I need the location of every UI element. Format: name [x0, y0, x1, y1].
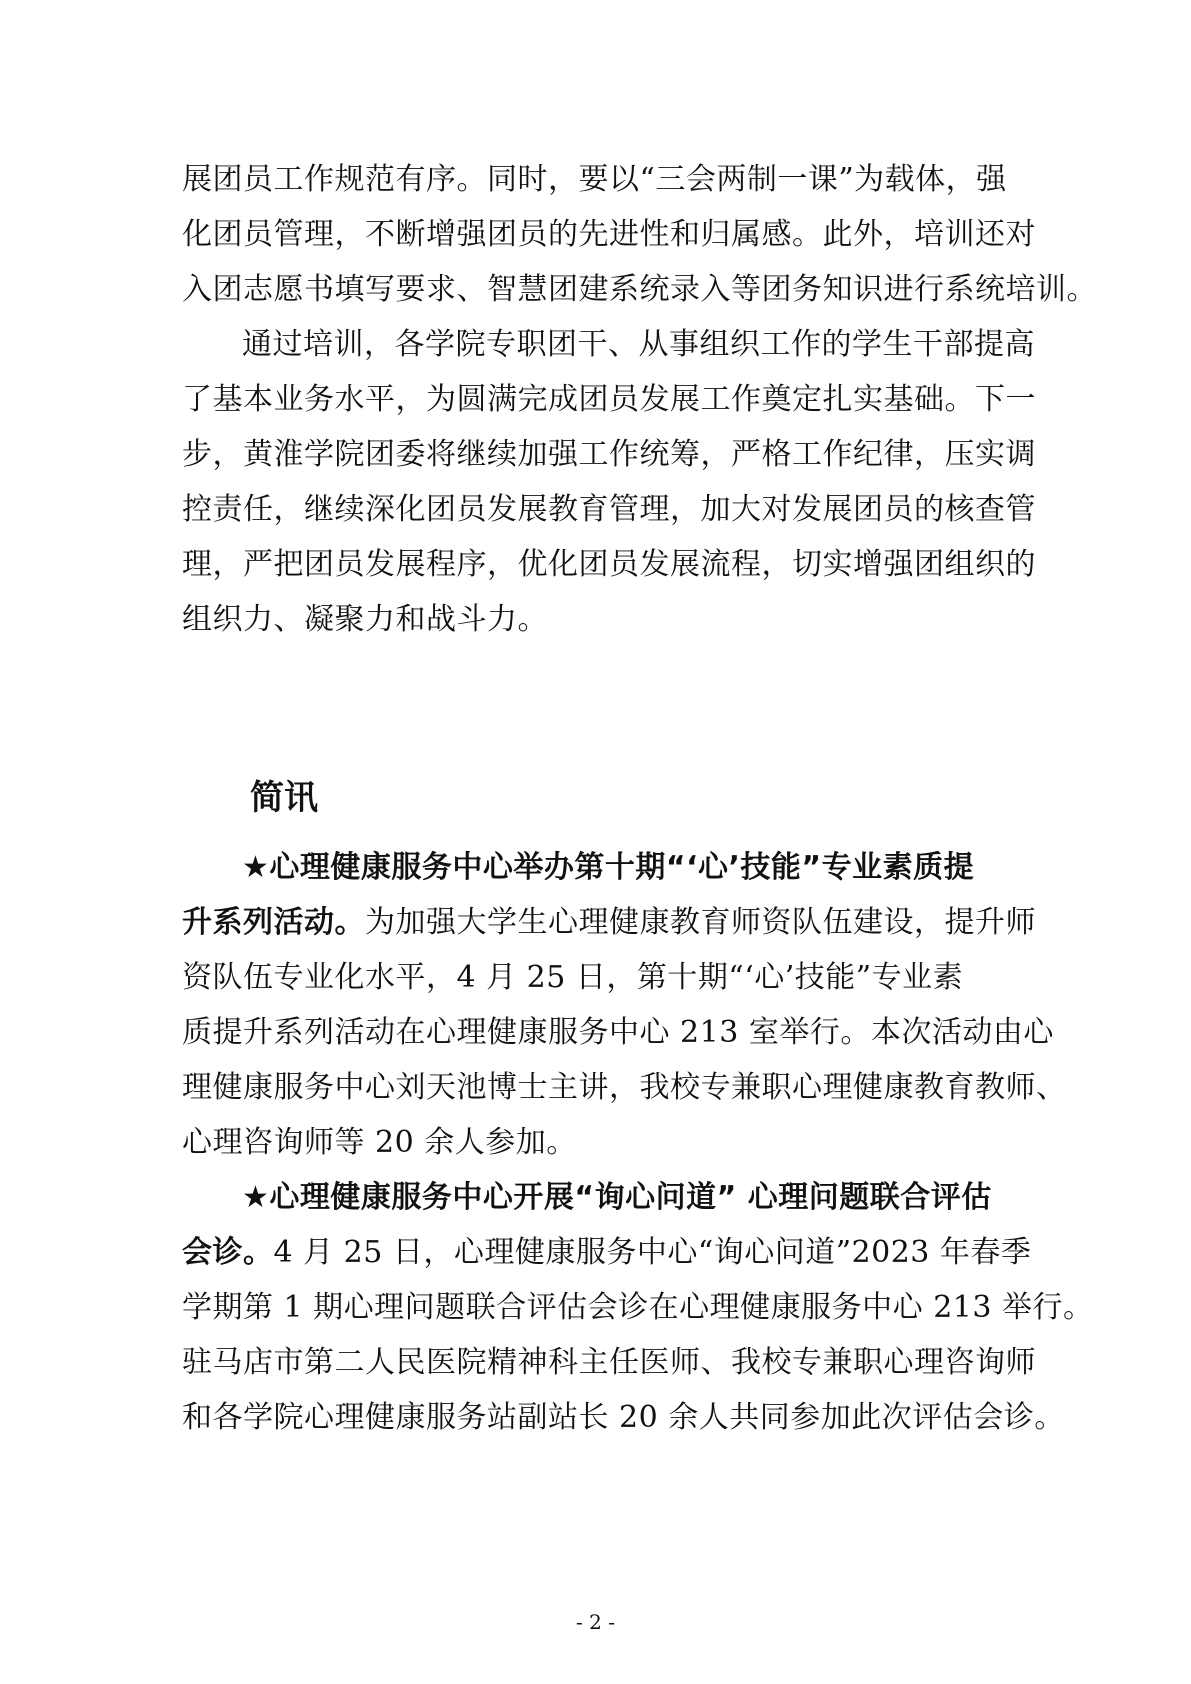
paragraph-2-line-4: 控责任，继续深化团员发展教育管理，加大对发展团员的核查管: [182, 492, 1036, 527]
brief-1-line-5: 理健康服务中心刘天池博士主讲，我校专兼职心理健康教育教师、: [182, 1070, 1067, 1105]
brief-2-line-4: 驻马店市第二人民医院精神科主任医师、我校专兼职心理咨询师: [182, 1345, 1036, 1380]
brief-2-text-line-2: 4 月 25 日，心理健康服务中心“询心问道”2023 年春季: [273, 1235, 1032, 1270]
brief-1-line-2: [182, 903, 1036, 943]
paragraph-2-line-3: 步，黄淮学院团委将继续加强工作统筹，严格工作纪律，压实调: [182, 437, 1036, 472]
paragraph-2-line-5: 理，严把团员发展程序，优化团员发展流程，切实增强团组织的: [182, 547, 1036, 582]
brief-2-line-2: [182, 1233, 1032, 1273]
brief-1-line-4: 质提升系列活动在心理健康服务中心 213 室举行。本次活动由心: [182, 1015, 1054, 1050]
brief-1-title-line-2: 升系列活动。: [182, 905, 365, 940]
brief-2-line-3: 学期第 1 期心理问题联合评估会诊在心理健康服务中心 213 举行。: [182, 1290, 1094, 1325]
brief-2-title-line-1: ★心理健康服务中心开展“询心问道” 心理问题联合评估: [242, 1180, 992, 1215]
brief-2-title-line-2: 会诊。: [182, 1235, 274, 1270]
paragraph-2-line-6: 组织力、凝聚力和战斗力。: [182, 602, 548, 637]
paragraph-1-line-3: 入团志愿书填写要求、智慧团建系统录入等团务知识进行系统培训。: [182, 272, 1097, 307]
paragraph-2-line-2: 了基本业务水平，为圆满完成团员发展工作奠定扎实基础。下一: [182, 382, 1036, 417]
brief-1-line-6: 心理咨询师等 20 余人参加。: [182, 1125, 577, 1160]
page-number: - 2 -: [576, 1610, 615, 1634]
brief-1-text-line-2: 为加强大学生心理健康教育师资队伍建设，提升师: [365, 905, 1036, 940]
paragraph-2-line-1: 通过培训，各学院专职团干、从事组织工作的学生干部提高: [242, 327, 1035, 362]
paragraph-1-line-2: 化团员管理，不断增强团员的先进性和归属感。此外，培训还对: [182, 217, 1036, 252]
paragraph-1-line-1: 展团员工作规范有序。同时，要以“三会两制一课”为载体，强: [182, 162, 1007, 197]
brief-2-line-5: 和各学院心理健康服务站副站长 20 余人共同参加此次评估会诊。: [182, 1400, 1065, 1435]
briefs-heading: 简讯: [250, 778, 318, 818]
brief-1-line-3: 资队伍专业化水平，4 月 25 日，第十期“‘心’技能”专业素: [182, 960, 964, 995]
brief-1-title-line-1: ★心理健康服务中心举办第十期“‘心’技能”专业素质提: [242, 850, 975, 885]
